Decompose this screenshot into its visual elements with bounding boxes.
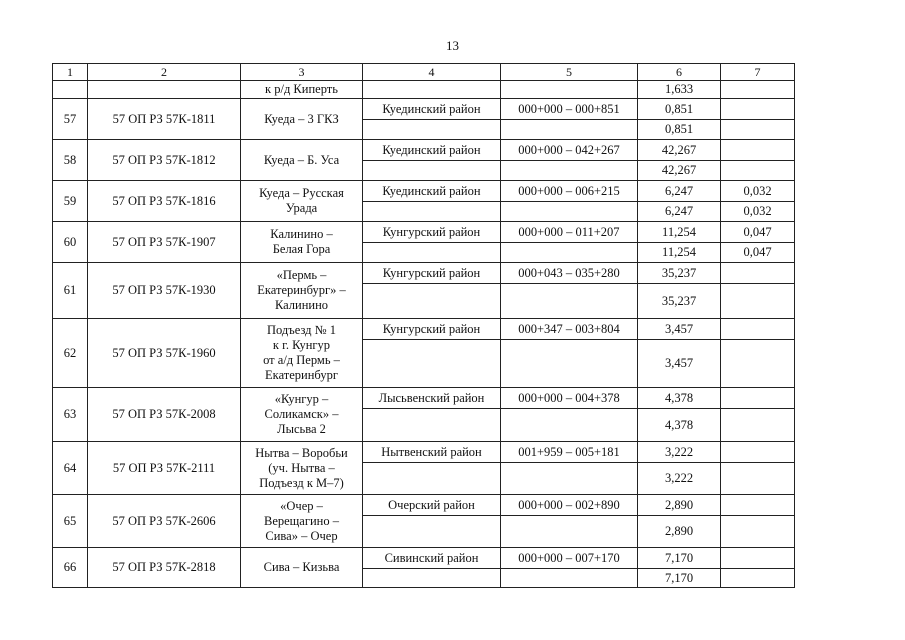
length-cell: 11,254 [638,222,721,243]
length-cell: 0,851 [638,99,721,120]
num-cell [53,81,88,99]
extra-cell [721,409,795,442]
km-cell [501,409,638,442]
num-cell: 58 [53,140,88,181]
name-cell: Подъезд № 1 к г. Кунгур от а/д Пермь – Екатеринбург [241,319,363,388]
km-cell: 000+000 – 004+378 [501,388,638,409]
table-row [53,388,795,409]
name-cell: «Пермь – Екатеринбург» – Калинино [241,263,363,319]
name-cell: к р/д Киперть [241,81,363,99]
total-cell: 6,247 [638,202,721,222]
extra-cell [721,340,795,388]
district-cell: Кунгурский район [363,263,501,284]
num-cell: 64 [53,442,88,495]
km-cell: 001+959 – 005+181 [501,442,638,463]
district-cell [363,516,501,548]
total-cell: 0,851 [638,120,721,140]
header-cell: 1 [53,64,88,81]
name-cell: «Кунгур – Соликамск» – Лысьва 2 [241,388,363,442]
length-cell: 35,237 [638,263,721,284]
km-cell [501,243,638,263]
code-cell: 57 ОП РЗ 57К-2008 [88,388,241,442]
district-cell [363,161,501,181]
km-cell: 000+000 – 042+267 [501,140,638,161]
extra-cell [721,569,795,588]
km-cell: 000+000 – 011+207 [501,222,638,243]
district-cell [363,243,501,263]
district-cell: Сивинский район [363,548,501,569]
km-cell [501,284,638,319]
code-cell: 57 ОП РЗ 57К-1811 [88,99,241,140]
table-row [53,319,795,340]
district-cell [363,284,501,319]
code-cell: 57 ОП РЗ 57К-1907 [88,222,241,263]
length-cell: 3,222 [638,442,721,463]
total-cell: 42,267 [638,161,721,181]
num-cell: 60 [53,222,88,263]
code-cell: 57 ОП РЗ 57К-1930 [88,263,241,319]
km-cell [501,569,638,588]
header-cell: 4 [363,64,501,81]
total-cell: 35,237 [638,284,721,319]
num-cell: 61 [53,263,88,319]
length-cell: 2,890 [638,495,721,516]
total-cell: 3,457 [638,340,721,388]
km-cell [501,161,638,181]
total-cell: 7,170 [638,569,721,588]
length-cell: 3,457 [638,319,721,340]
length-cell: 4,378 [638,388,721,409]
km-cell [501,340,638,388]
district-cell [363,463,501,495]
km-cell: 000+000 – 002+890 [501,495,638,516]
table-row [53,99,795,120]
table-row [53,263,795,284]
length-cell: 7,170 [638,548,721,569]
km-cell: 000+347 – 003+804 [501,319,638,340]
name-cell: Куеда – Русская Урада [241,181,363,222]
page-number: 13 [446,38,459,53]
roads-table [52,63,795,588]
extra-cell: 0,047 [721,243,795,263]
district-cell: Нытвенский район [363,442,501,463]
km-cell: 000+043 – 035+280 [501,263,638,284]
district-cell: Куединский район [363,140,501,161]
table-row [53,495,795,516]
district-cell: Кунгурский район [363,222,501,243]
km-cell [501,120,638,140]
extra-cell [721,463,795,495]
num-cell: 57 [53,99,88,140]
num-cell: 63 [53,388,88,442]
km-cell [501,463,638,495]
num-cell: 62 [53,319,88,388]
extra-cell [721,120,795,140]
code-cell: 57 ОП РЗ 57К-2818 [88,548,241,588]
extra-cell: 0,032 [721,181,795,202]
total-cell: 4,378 [638,409,721,442]
length-cell: 6,247 [638,181,721,202]
num-cell: 66 [53,548,88,588]
extra-cell [721,284,795,319]
extra-cell: 0,047 [721,222,795,243]
name-cell: Куеда – 3 ГКЗ [241,99,363,140]
extra-cell [721,81,795,99]
district-cell: Очерский район [363,495,501,516]
district-cell [363,569,501,588]
num-cell: 59 [53,181,88,222]
code-cell: 57 ОП РЗ 57К-1960 [88,319,241,388]
km-cell [501,516,638,548]
code-cell: 57 ОП РЗ 57К-2606 [88,495,241,548]
district-cell [363,120,501,140]
district-cell: Кунгурский район [363,319,501,340]
extra-cell: 0,032 [721,202,795,222]
table-row [53,222,795,243]
table-row [53,181,795,202]
code-cell: 57 ОП РЗ 57К-1812 [88,140,241,181]
code-cell: 57 ОП РЗ 57К-1816 [88,181,241,222]
extra-cell [721,99,795,120]
km-cell: 000+000 – 000+851 [501,99,638,120]
code-cell [88,81,241,99]
extra-cell [721,548,795,569]
extra-cell [721,263,795,284]
table-row [53,442,795,463]
name-cell: Нытва – Воробьи (уч. Нытва – Подъезд к М–7) [241,442,363,495]
extra-cell [721,388,795,409]
km-cell: 000+000 – 006+215 [501,181,638,202]
district-cell [363,81,501,99]
table-row [53,548,795,569]
header-cell: 3 [241,64,363,81]
km-cell [501,202,638,222]
table-row [53,81,795,99]
header-cell: 5 [501,64,638,81]
header-cell: 6 [638,64,721,81]
table-row [53,140,795,161]
km-cell: 000+000 – 007+170 [501,548,638,569]
header-cell: 7 [721,64,795,81]
extra-cell [721,495,795,516]
district-cell: Лысьвенский район [363,388,501,409]
extra-cell [721,140,795,161]
district-cell: Куединский район [363,99,501,120]
name-cell: Калинино – Белая Гора [241,222,363,263]
num-cell: 65 [53,495,88,548]
extra-cell [721,442,795,463]
extra-cell [721,516,795,548]
code-cell: 57 ОП РЗ 57К-2111 [88,442,241,495]
header-row [53,64,795,81]
header-cell: 2 [88,64,241,81]
extra-cell [721,161,795,181]
district-cell [363,409,501,442]
name-cell: Куеда – Б. Уса [241,140,363,181]
name-cell: «Очер – Верещагино – Сива» – Очер [241,495,363,548]
total-cell: 11,254 [638,243,721,263]
length-cell: 42,267 [638,140,721,161]
name-cell: Сива – Кизьва [241,548,363,588]
district-cell [363,340,501,388]
extra-cell [721,319,795,340]
district-cell [363,202,501,222]
length-cell: 1,633 [638,81,721,99]
km-cell [501,81,638,99]
total-cell: 3,222 [638,463,721,495]
total-cell: 2,890 [638,516,721,548]
district-cell: Куединский район [363,181,501,202]
